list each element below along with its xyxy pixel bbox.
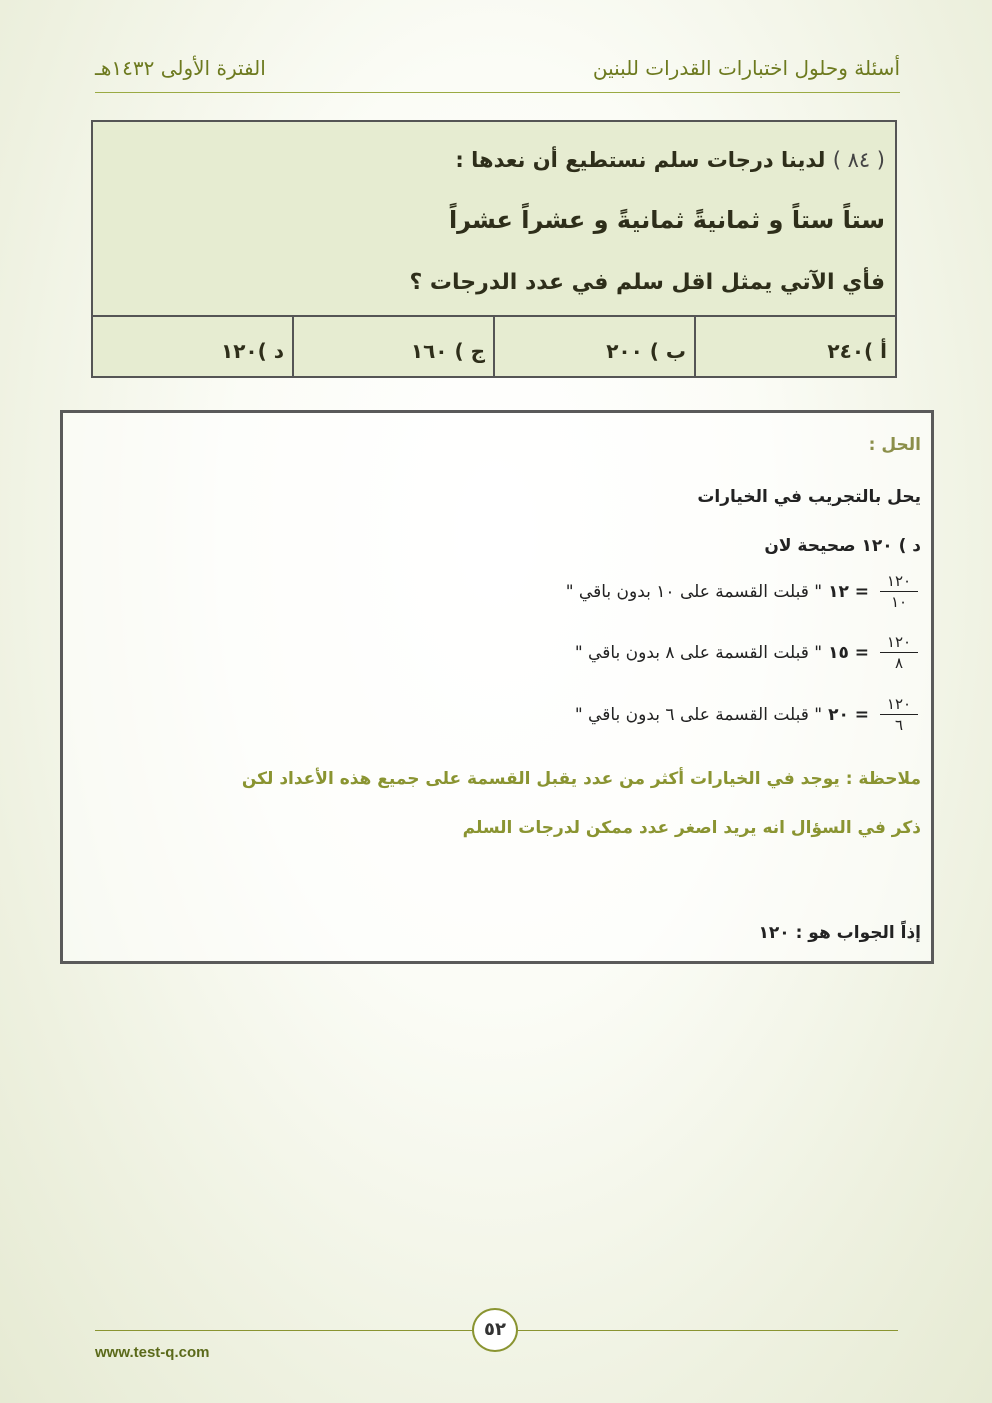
header-period: الفترة الأولى ١٤٣٢هـ <box>95 56 266 80</box>
option-b-value: ٢٠٠ <box>606 339 643 363</box>
division-result: = ١٥ <box>828 642 869 663</box>
option-a[interactable] <box>694 317 895 376</box>
fraction-numerator: ١٢٠ <box>886 572 912 590</box>
page-number: ٥٢ <box>472 1308 518 1352</box>
question-line-1 <box>455 148 885 172</box>
fraction <box>879 694 919 735</box>
solution-title: الحل : <box>868 435 921 455</box>
division-result: = ١٢ <box>828 581 869 602</box>
note-line-2: ذكر في السؤال انه يريد اصغر عدد ممكن لدرجات السلم <box>462 818 921 838</box>
division-result: = ٢٠ <box>828 704 869 725</box>
fraction-numerator: ١٢٠ <box>886 695 912 713</box>
question-box <box>91 120 897 378</box>
footer-divider-right <box>518 1330 898 1331</box>
question-number: ( ٨٤ ) <box>832 148 885 172</box>
option-d-label: د ) <box>257 339 284 363</box>
solution-box <box>60 410 934 964</box>
option-d-value: ١٢٠ <box>221 339 258 363</box>
solution-line-2: د ) ١٢٠ صحيحة لان <box>764 536 921 556</box>
division-note: " قبلت القسمة على ٦ بدون باقي " <box>574 704 823 725</box>
division-row-6 <box>575 694 919 735</box>
fraction <box>879 571 919 612</box>
question-line-3: فأي الآتي يمثل اقل سلم في عدد الدرجات ؟ <box>409 270 885 295</box>
fraction-denominator: ٨ <box>894 654 904 672</box>
option-a-label: أ ) <box>864 339 887 363</box>
option-b[interactable] <box>493 317 694 376</box>
final-answer: إذاً الجواب هو : ١٢٠ <box>758 923 921 943</box>
solution-line-1: يحل بالتجريب في الخيارات <box>697 487 921 507</box>
footer-divider-left <box>95 1330 473 1331</box>
fraction-denominator: ١٠ <box>890 593 908 611</box>
options-row <box>93 315 895 376</box>
option-d[interactable] <box>93 317 292 376</box>
option-c-label: ج ) <box>454 339 485 363</box>
question-text-1: لدينا درجات سلم نستطيع أن نعدها : <box>455 148 826 172</box>
option-b-label: ب ) <box>649 339 686 363</box>
division-note: " قبلت القسمة على ٨ بدون باقي " <box>574 642 823 663</box>
fraction-denominator: ٦ <box>894 716 904 734</box>
option-a-value: ٢٤٠ <box>827 339 865 363</box>
division-row-8 <box>575 632 919 673</box>
footer-url[interactable]: www.test-q.com <box>95 1344 210 1361</box>
option-c[interactable] <box>292 317 493 376</box>
question-line-2: ستاً ستاً و ثمانيةً ثمانيةً و عشراً عشراً <box>448 206 885 234</box>
division-row-10 <box>566 571 919 612</box>
division-note: " قبلت القسمة على ١٠ بدون باقي " <box>565 581 823 602</box>
fraction-numerator: ١٢٠ <box>886 633 912 651</box>
header-book-title: أسئلة وحلول اختبارات القدرات للبنين <box>592 56 900 80</box>
note-line-1: ملاحظة : يوجد في الخيارات أكثر من عدد يقبل القسمة على جميع هذه الأعداد لكن <box>241 769 921 789</box>
fraction <box>879 632 919 673</box>
header-divider <box>95 92 900 93</box>
option-c-value: ١٦٠ <box>410 339 448 363</box>
